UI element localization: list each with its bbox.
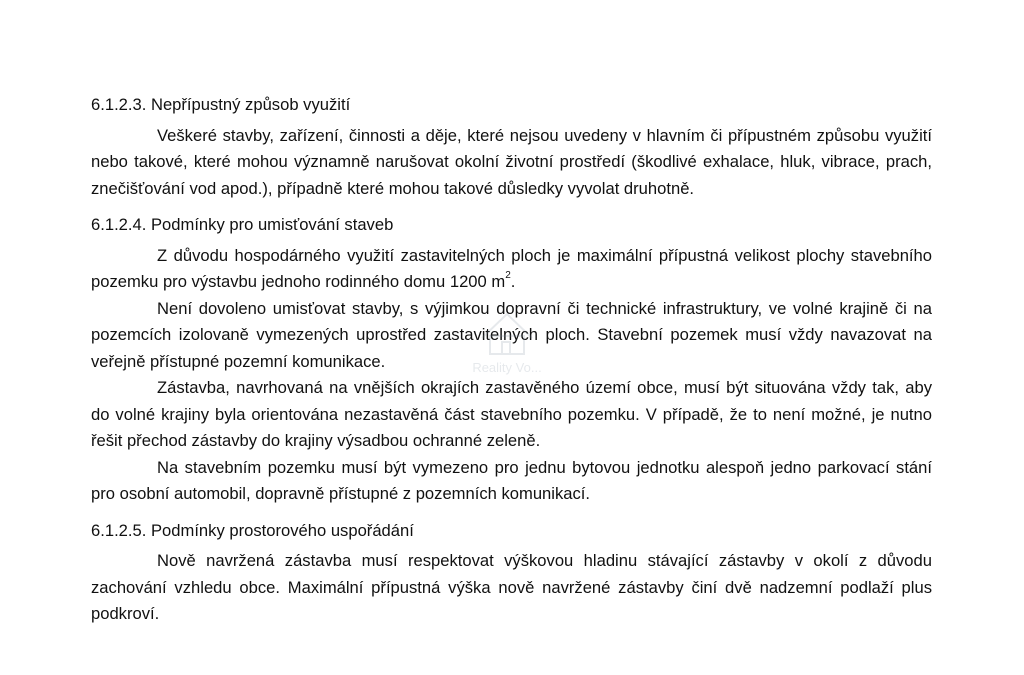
superscript: 2: [505, 270, 511, 282]
paragraph: Na stavebním pozemku musí být vymezeno pro jednu bytovou jednotku alespoň jedno parkovací stání pro osobní automobil, dopravně přístupné z pozemních komunikací.: [91, 457, 932, 503]
paragraph: Veškeré stavby, zařízení, činnosti a děje, které nejsou uvedeny v hlavním či přípustném způsobu využití nebo takové, které mohou významně narušovat okolní životní prostředí (škodlivé exhalace, hluk, vibrace, prach, znečišťování vod apod.), případně které mohou takové důsledky vyvolat druhotně.: [91, 125, 932, 198]
paragraph-max-plot-size: [91, 243, 932, 296]
paragraph: Není dovoleno umisťovat stavby, s výjimkou dopravní či technické infrastruktury, ve volné krajině či na pozemcích izolovaně vymezených uprostřed zastavitelných ploch. Stavební pozemek musí vždy navazovat na veřejně přístupné pozemní komunikace.: [91, 298, 932, 371]
section-heading-6-1-2-4: 6.1.2.4. Podmínky pro umisťování staveb: [91, 215, 394, 234]
paragraph-end: .: [510, 272, 516, 291]
paragraph-text: Z důvodu hospodárného využití zastavitelných ploch je maximální přípustná velikost plochy stavebního pozemku pro výstavbu jednoho rodinného domu 1200 m: [91, 245, 932, 291]
paragraph: Zástavba, navrhovaná na vnějších okrajích zastavěného území obce, musí být situována vždy tak, aby do volné krajiny byla orientována nezastavěná část stavebního pozemku. V případě, že to není možné, je nutno řešit přechod zástavby do krajiny výsadbou ochranné zeleně.: [91, 378, 932, 450]
paragraph: Nově navržená zástavba musí respektovat výškovou hladinu stávající zástavby v okolí z důvodu zachování vzhledu obce. Maximální přípustná výška nově navržené zástavby činí dvě nadzemní podlaží plus podkroví.: [91, 551, 932, 623]
document-page: [91, 92, 932, 628]
section-heading-6-1-2-3: 6.1.2.3. Nepřípustný způsob využití: [91, 95, 351, 114]
section-heading-6-1-2-5: 6.1.2.5. Podmínky prostorového uspořádání: [91, 520, 414, 540]
watermark-text: Reality Vo...: [472, 360, 542, 375]
